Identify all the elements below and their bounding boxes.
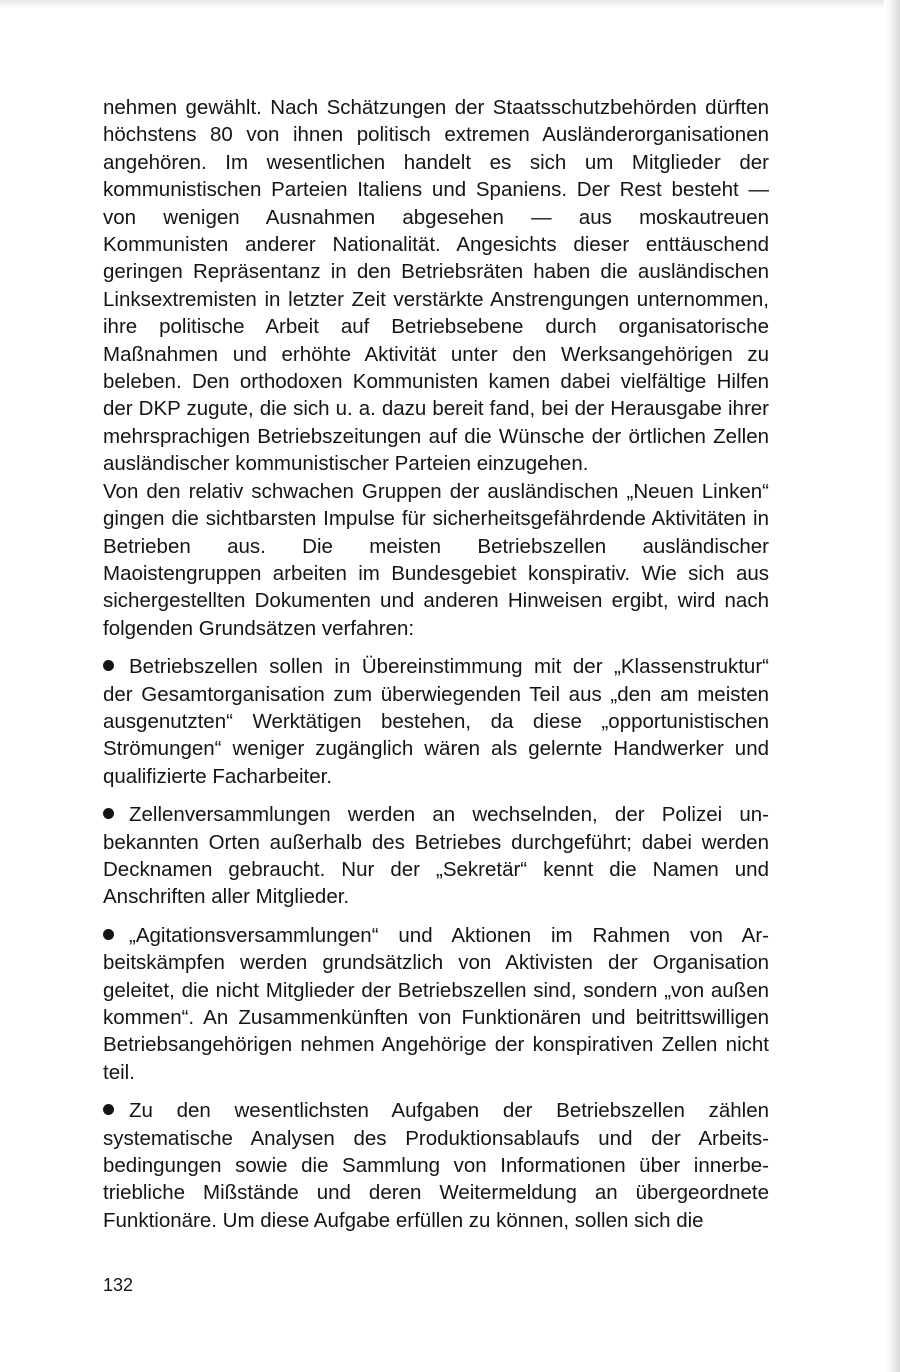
bullet-item [103, 653, 769, 790]
page-body [103, 94, 769, 1234]
bullet-text: Zellenversammlungen werden an wechselnden, der Polizei unbekannten Orten außerhalb des Betriebes durchgeführt; dabei werden Decknamen gebraucht. Nur der „Sekretär“ kennt die Namen und Anschriften aller Mitglieder. [103, 803, 769, 909]
paragraph: nehmen gewählt. Nach Schätzungen der Staatsschutzbehörden dürften höchstens 80 von ihnen politisch extremen Ausländerorganisationen angehören. Im wesentlichen handelt es sich um Mitglieder der kommunistischen Parteien Italiens und Spaniens. Der Rest besteht — von wenigen Ausnahmen abgesehen — aus moskautreuen Kommunisten anderer Nationalität. Angesichts dieser enttäuschend geringen Repräsentanz in den Betriebsräten haben die ausländischen Linksextremisten in letzter Zeit verstärkte Anstrengungen unternommen, ihre politische Arbeit auf Betriebsebene durch organisatorische Maßnahmen und erhöhte Aktivität unter den Werksangehörigen zu beleben. Den orthodoxen Kommunisten kamen dabei vielfältige Hilfen der DKP zugute, die sich u. a. dazu bereit fand, bei der Herausgabe ihrer mehrsprachigen Betriebszeitungen auf die Wünsche der örtlichen Zellen ausländischer kommunistischer Parteien einzugehen. [103, 96, 769, 476]
bullet-item [103, 801, 769, 911]
bullet-text: Zu den wesentlichsten Aufgaben der Betriebszellen zählen systematische Analysen des Produktionsablaufs und der Arbeitsbedingungen sowie die Sammlung von Informationen über innerbetriebliche Mißstände und deren Weitermeldung an übergeordnete Funktionäre. Um diese Aufgabe erfüllen zu können, sollen sich die [103, 1099, 769, 1232]
bullet-icon [103, 929, 114, 940]
bullet-icon [103, 660, 114, 671]
bullet-item [103, 922, 769, 1086]
bullet-item [103, 1097, 769, 1234]
bullet-icon [103, 1104, 114, 1115]
paragraph: Von den relativ schwachen Gruppen der ausländischen „Neuen Linken“ gingen die sichtbarsten Impulse für sicherheitsgefährdende Aktivitäten in Betrieben aus. Die meisten Betriebszellen ausländischer Maoistengruppen arbeiten im Bundesgebiet konspirativ. Wie sich aus sichergestellten Dokumenten und anderen Hinweisen ergibt, wird nach folgenden Grundsätzen verfahren: [103, 479, 769, 640]
bullet-icon [103, 808, 114, 819]
bullet-text: „Agitationsversammlungen“ und Aktionen im Rahmen von Arbeitskämpfen werden grundsätzlich von Aktivisten der Organisation geleitet, die nicht Mitglieder der Betriebszellen sind, sondern „von außen kommen“. An Zusammenkünften von Funktionären und beitrittswilligen Betriebsangehörigen nehmen Angehörige der konspirativen Zellen nicht teil. [103, 923, 769, 1084]
page-edge-shadow-top [0, 0, 900, 8]
bullet-text: Betriebszellen sollen in Übereinstimmung mit der „Klassenstruktur“ der Gesamtorganisation zum überwiegenden Teil aus „den am meisten ausgenutzten“ Werktätigen bestehen, da diese „opportunistischen Strömungen“ weniger zugänglich wären als gelernte Handwerker und qualifizierte Facharbeiter. [103, 655, 769, 788]
page-number: 132 [103, 1275, 134, 1295]
page-edge-shadow-right [884, 0, 900, 1372]
